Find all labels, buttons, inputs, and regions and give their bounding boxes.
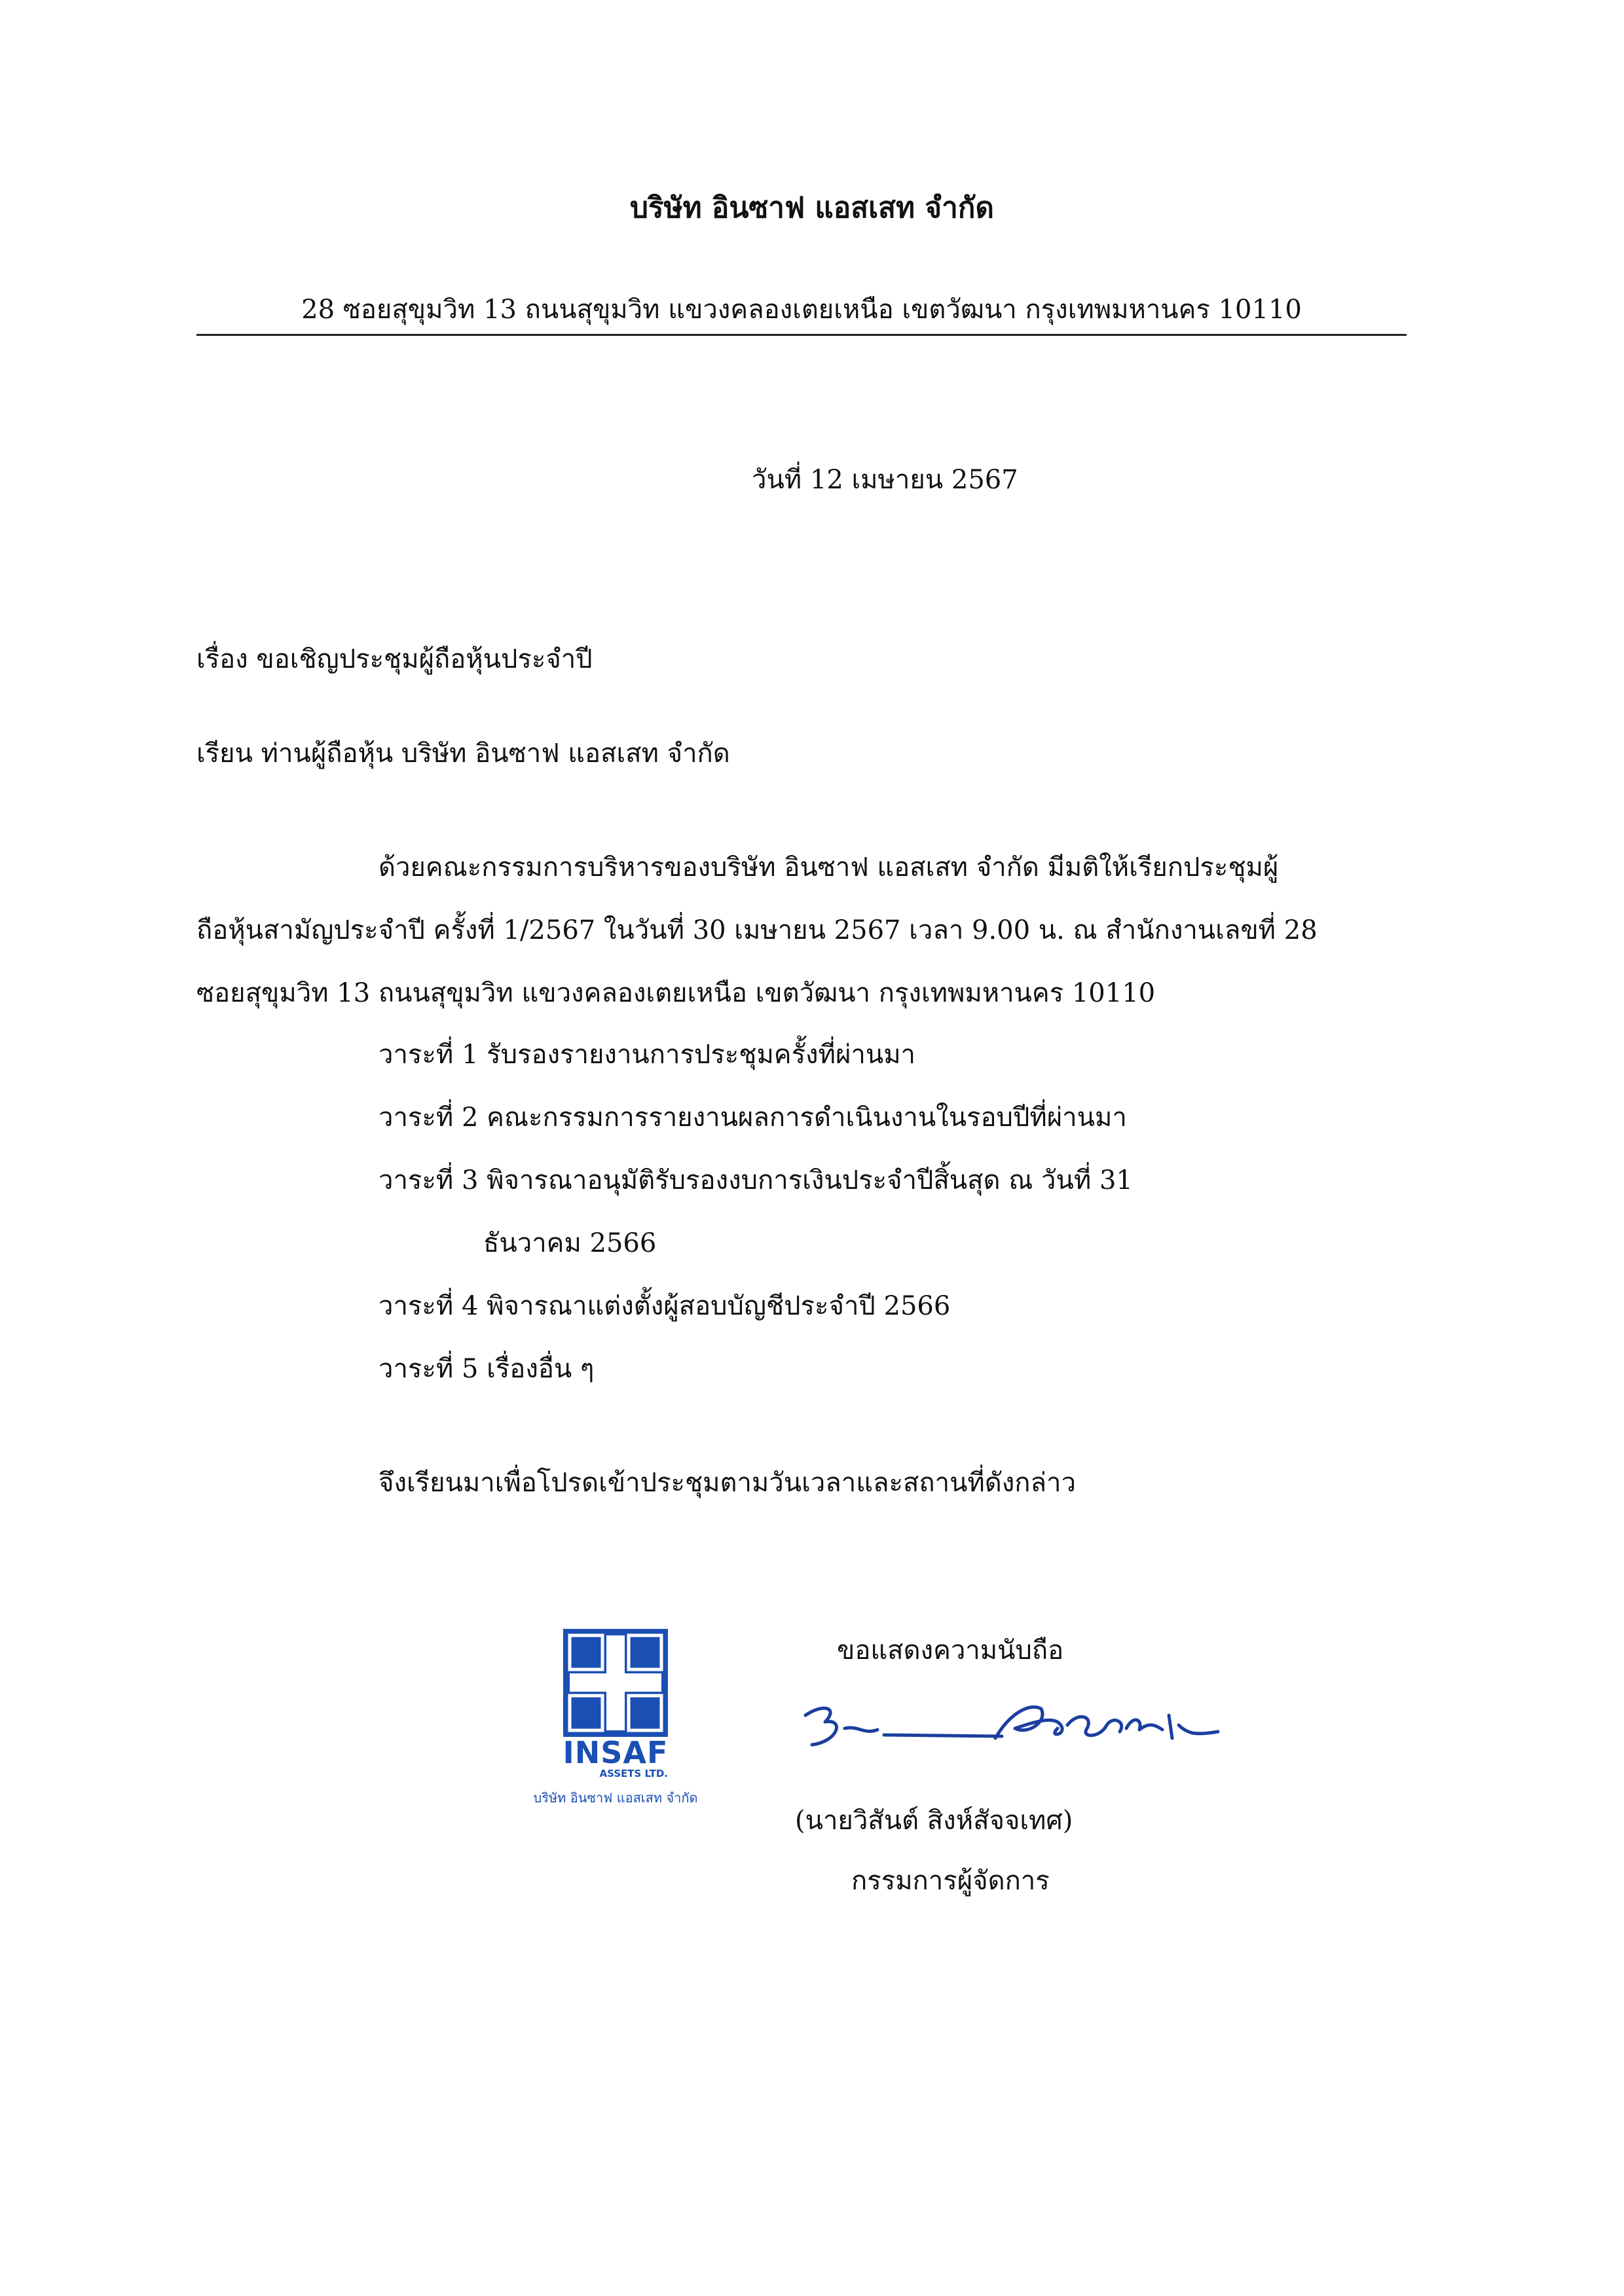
agenda-item-3: วาระที่ 3 พิจารณาอนุมัติรับรองงบการเงินประจำปีสิ้นสุด ณ วันที่ 31 [378, 1165, 1133, 1195]
body-line-2: ถือหุ้นสามัญประจำปี ครั้งที่ 1/2567 ในวันที่ 30 เมษายน 2567 เวลา 9.00 น. ณ สำนักงานเลขที่ 28 [196, 915, 1318, 945]
agenda-item-5: วาระที่ 5 เรื่องอื่น ๆ [378, 1354, 595, 1384]
body-line-3: ซอยสุขุมวิท 13 ถนนสุขุมวิท แขวงคลองเตยเหนือ เขตวัฒนา กรุงเทพมหานคร 10110 [196, 978, 1156, 1008]
logo-sub-en: ASSETS LTD. [599, 1768, 668, 1779]
company-name: บริษัท อินซาฟ แอสเสท จำกัด [630, 191, 994, 225]
insaf-logo-icon [563, 1629, 668, 1737]
agenda-item-2: วาระที่ 2 คณะกรรมการรายงานผลการดำเนินงานในรอบปีที่ผ่านมา [378, 1102, 1127, 1133]
agenda-item-1: วาระที่ 1 รับรองรายงานการประชุมครั้งที่ผ่านมา [378, 1040, 916, 1070]
body-line-1: ด้วยคณะกรรมการบริหารของบริษัท อินซาฟ แอสเสท จำกัด มีมติให้เรียกประชุมผู้ [378, 852, 1279, 883]
company-address: 28 ซอยสุขุมวิท 13 ถนนสุขุมวิท แขวงคลองเตยเหนือ เขตวัฒนา กรุงเทพมหานคร 10110 [301, 295, 1302, 325]
letter-date: วันที่ 12 เมษายน 2567 [752, 465, 1018, 495]
letter-subject: เรื่อง ขอเชิญประชุมผู้ถือหุ้นประจำปี [196, 644, 593, 674]
signer-name: (นายวิสันต์ สิงห์สัจจเทศ) [795, 1806, 1073, 1836]
closing-salutation: ขอแสดงความนับถือ [837, 1635, 1064, 1666]
logo-sub-th: บริษัท อินซาฟ แอสเสท จำกัด [533, 1790, 698, 1806]
agenda-item-3-continuation: ธันวาคม 2566 [483, 1228, 657, 1258]
signer-title: กรรมการผู้จัดการ [851, 1866, 1050, 1896]
agenda-item-4: วาระที่ 4 พิจารณาแต่งตั้งผู้สอบบัญชีประจำปี 2566 [378, 1291, 951, 1321]
letter-salutation: เรียน ท่านผู้ถือหุ้น บริษัท อินซาฟ แอสเสท จำกัด [196, 738, 730, 769]
logo-name: INSAF [563, 1735, 669, 1770]
signature-icon [786, 1689, 1231, 1761]
closing-statement: จึงเรียนมาเพื่อโปรดเข้าประชุมตามวันเวลาและสถานที่ดังกล่าว [378, 1468, 1076, 1498]
header-rule [196, 334, 1407, 336]
